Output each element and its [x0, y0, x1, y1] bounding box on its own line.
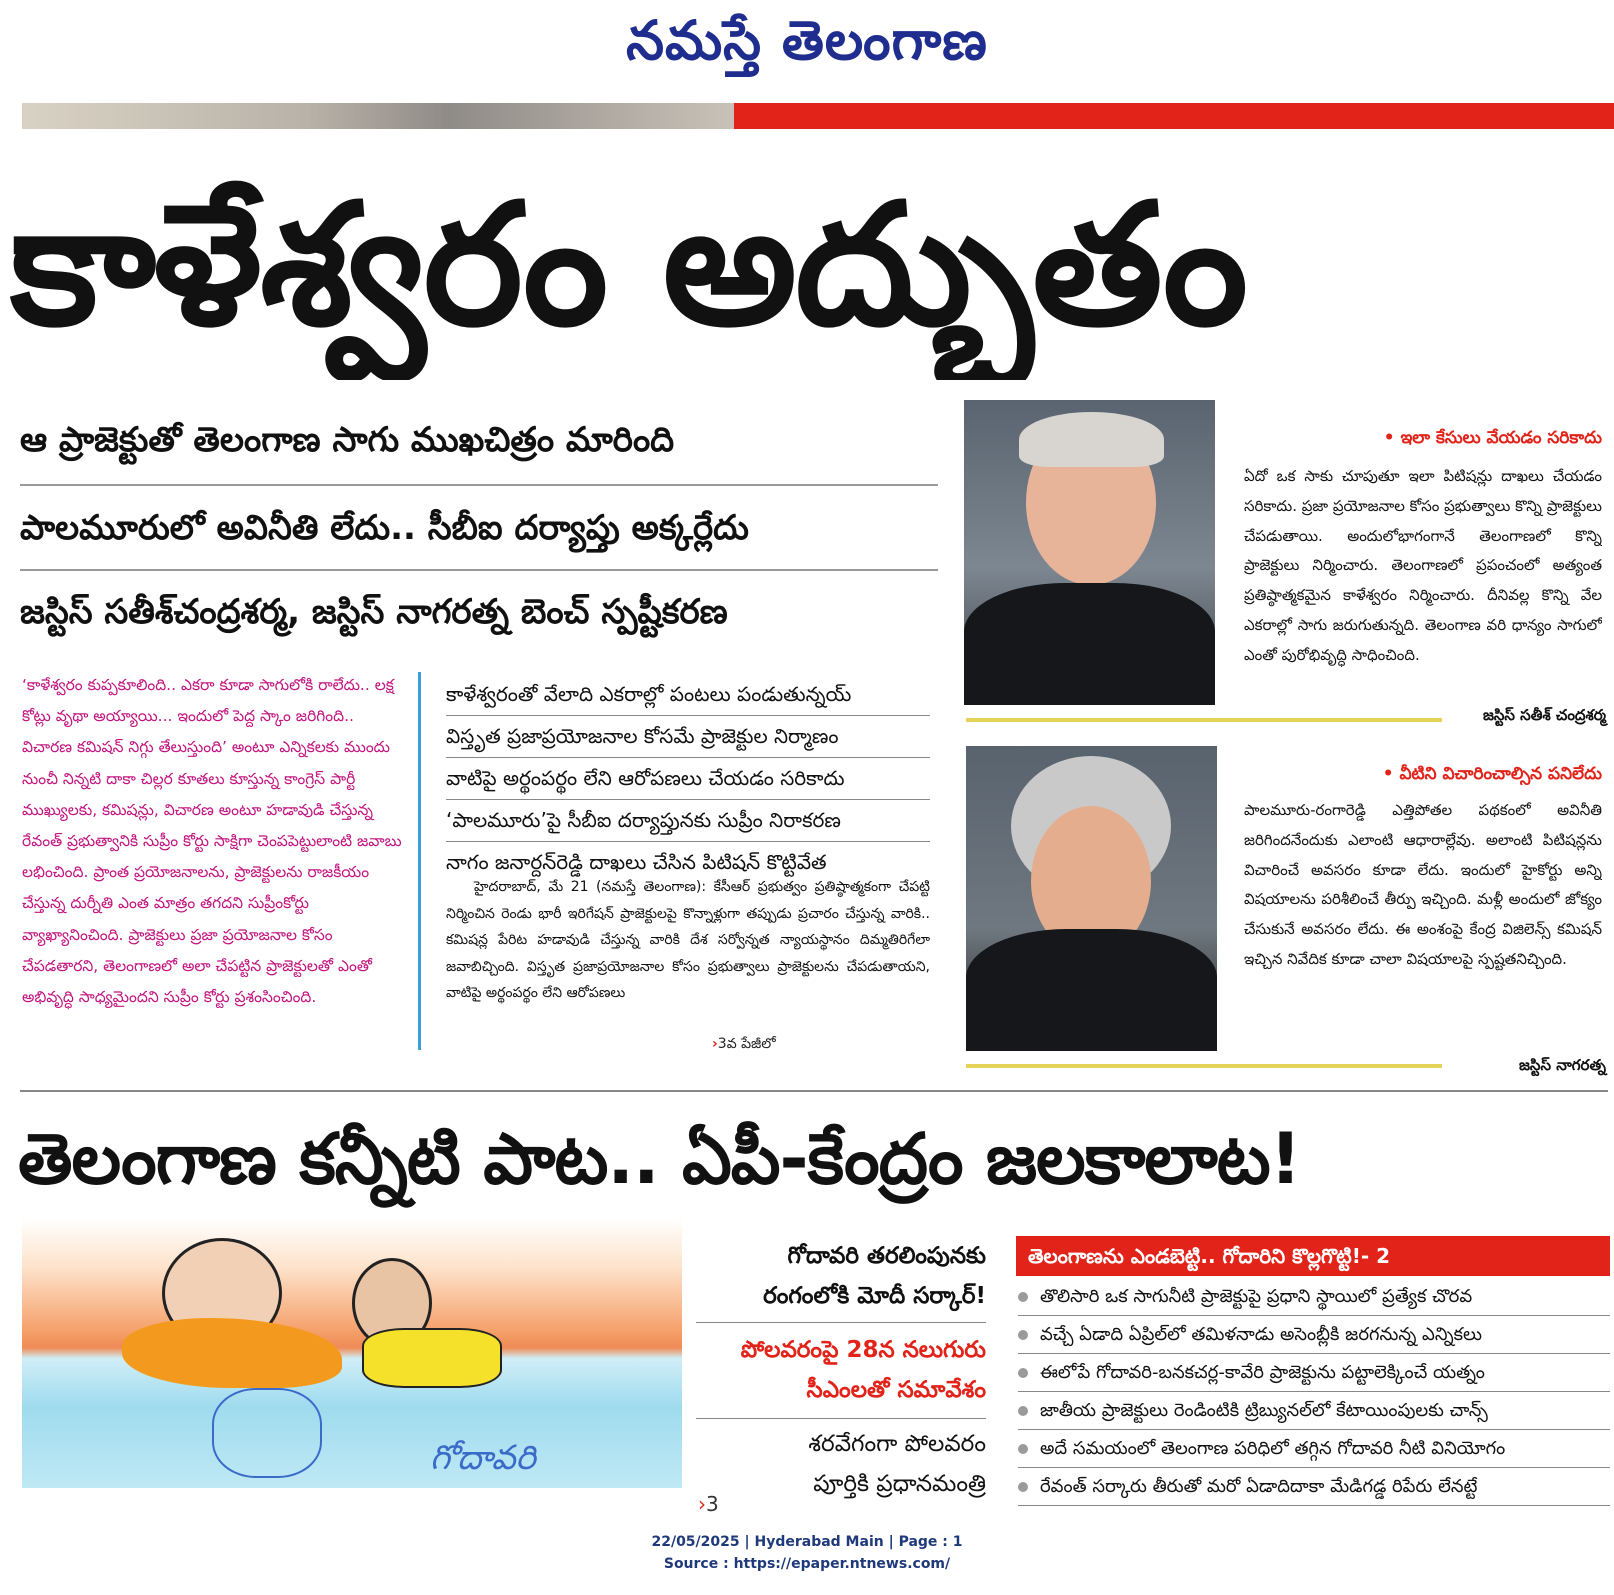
judge-photo-sharma	[964, 400, 1215, 705]
side-divider	[696, 1418, 986, 1419]
bullet-icon	[1018, 1444, 1028, 1454]
list-item-text: ఈలోపే గోదావరి-బనకచర్ల-కావేరి ప్రాజెక్టును పట్టాలెక్కించే యత్నం	[1040, 1362, 1485, 1383]
cartoon-shirt	[362, 1328, 502, 1388]
article-body: హైదరాబాద్, మే 21 (నమస్తే తెలంగాణ): కేసీఆర్ ప్రభుత్వం ప్రతిష్ఠాత్మకంగా చేపట్టి నిర్మించిన రెండు భారీ ఇరిగేషన్ ప్రాజెక్టులపై కొన్నాళ్లుగా తప్పుడు ప్రచారం చేస్తున్న వారికి.. కమిషన్ల పేరిట హడావుడి చేస్తున్న వారికి దేశ సర్వోన్నత న్యాయస్థానం దిమ్మతిరిగేలా జవాబిచ్చింది. విస్తృత ప్రజాప్రయోజనాల కోసం ప్రభుత్వాలు ప్రాజెక్టులను చేపడుతాయని, వాటిపై అర్థంపర్థం లేని ఆరోపణలు	[446, 879, 930, 1001]
list-item	[1018, 1280, 1610, 1316]
subhead-1: ఆ ప్రాజెక్టుతో తెలంగాణ సాగు ముఖచిత్రం మారింది	[20, 420, 675, 460]
list-item-text: వచ్చే ఏడాది ఏప్రిల్‌లో తమిళనాడు అసెంబ్లీకి జరగనున్న ఎన్నికలు	[1040, 1324, 1483, 1345]
quote-body: ఏదో ఒక సాకు చూపుతూ ఇలా పిటిషన్లు దాఖలు చేయడం సరికాదు. ప్రజా ప్రయోజనాల కోసం ప్రభుత్వాలు కొన్ని ప్రాజెక్టులు చేపడుతాయి. అందులోభాగంగానే తెలంగాణలో కొన్ని ప్రాజెక్టులు నిర్మించారు. తెలంగాణలో ప్రపంచంలో అత్యంత ప్రతిష్ఠాత్మకమైన కాళేశ్వరం నిర్మించారు. దీనివల్ల కొన్ని వేల ఎకరాల్లో సాగు జరుగుతున్నది. తెలంగాణ వరి ధాన్యం సాగులో ఎంతో పురోభివృద్ధి సాధించింది.	[1244, 467, 1602, 664]
source-link[interactable]: Source : https://epaper.ntnews.com/	[663, 1556, 951, 1572]
list-item	[1018, 1318, 1610, 1354]
masthead-logo: నమస్తే తెలంగాణ	[626, 8, 988, 72]
quote-heading: • వీటిని విచారించాల్సిన పనిలేదు	[1382, 764, 1602, 784]
editorial-cartoon	[22, 1218, 682, 1488]
robe	[964, 583, 1215, 705]
intro-paragraph: ‘కాళేశ్వరం కుప్పకూలింది.. ఎకరా కూడా సాగులోకి రాలేదు.. లక్ష కోట్లు వృథా అయ్యాయి... ఇందులో పెద్ద స్కాం జరిగింది.. విచారణ కమిషన్ నిగ్గు తేలుస్తుంది’ అంటూ ఎన్నికలకు ముందు నుంచీ నిన్నటి దాకా చిల్లర కూతలు కూస్తున్న కాంగ్రెస్ పార్టీ ముఖ్యులకు, కమిషన్లు, విచారణ అంటూ హడావుడి చేస్తున్న రేవంత్ ప్రభుత్వానికి సుప్రీం కోర్టు సాక్షిగా చెంపపెట్టులాంటి జవాబు లభించింది. ప్రాంత ప్రయోజనాలను, ప్రాజెక్టులను రాజకీయం చేస్తున్న దుర్నీతి ఎంత మాత్రం తగదని సుప్రీంకోర్టు వ్యాఖ్యానించింది. ప్రాజెక్టులు ప్రజా ప్రయోజనాల కోసం చేపడతారని, తెలంగాణలో అలా చేపట్టిన ప్రాజెక్టులతో ఎంతో అభివృద్ధి సాధ్యమైందని సుప్రీం కోర్టు ప్రశంసించింది.	[22, 676, 402, 1007]
side-headline-line: గోదావరి తరలింపునకు	[787, 1243, 986, 1269]
secondary-headline: తెలంగాణ కన్నీటి పాట.. ఏపీ-కేంద్రం జలకాలాట!	[18, 1118, 1301, 1200]
section-divider	[20, 1090, 1608, 1092]
bullet-icon	[1018, 1292, 1028, 1302]
list-item-text: అదే సమయంలో తెలంగాణ పరిధిలో తగ్గిన గోదావరి నీటి వినియోగం	[1040, 1438, 1506, 1459]
side-text-line: పూర్తికి ప్రధానమంత్రి	[813, 1471, 986, 1497]
highlight-point: విస్తృత ప్రజాప్రయోజనాల కోసమే ప్రాజెక్టుల నిర్మాణం	[446, 716, 930, 758]
list-item-text: రేవంత్ సర్కారు తీరుతో మరో ఏడాదిదాకా మేడిగడ్డ రిపేరు లేనట్టే	[1040, 1476, 1478, 1497]
list-item	[1018, 1394, 1610, 1430]
cartoon-page-number: 3	[706, 1492, 719, 1516]
edition-info: 22/05/2025 | Hyderabad Main | Page : 1	[651, 1534, 963, 1550]
robe	[966, 929, 1217, 1051]
cartoon-river-label: గోదావరి	[430, 1438, 536, 1478]
judge-photo-nagarathna	[966, 746, 1217, 1051]
subhead-2: పాలమూరులో అవినీతి లేదు.. సీబీఐ దర్యాప్తు అక్కర్లేదు	[20, 508, 749, 548]
highlight-point: ‘పాలమూరు’పై సీబీఐ దర్యాప్తునకు సుప్రీం నిరాకరణ	[446, 800, 930, 842]
subhead-divider	[20, 484, 938, 486]
highlight-point: కాళేశ్వరంతో వేలాది ఎకరాల్లో పంటలు పండుతున్నయ్	[446, 674, 930, 716]
bullet-icon	[1018, 1482, 1028, 1492]
highlight-point: నాగం జనార్దన్‌రెడ్డి దాఖలు చేసిన పిటిషన్ కొట్టివేత	[446, 850, 827, 874]
subhead-3: జస్టిస్ సతీశ్‌చంద్రశర్మ, జస్టిస్ నాగరత్న బెంచ్ స్పష్టీకరణ	[20, 592, 728, 632]
highlight-point: వాటిపై అర్థంపర్థం లేని ఆరోపణలు చేయడం సరికాదు	[446, 758, 930, 800]
list-item-text: జాతీయ ప్రాజెక్టులు రెండింటికి ట్రిబ్యునల్‌లో కేటాయింపులకు చాన్స్	[1040, 1400, 1488, 1421]
list-item	[1018, 1432, 1610, 1468]
continued-label: 3వ పేజీలో	[717, 1036, 776, 1052]
bullet-icon	[1018, 1330, 1028, 1340]
top-strip-banner	[734, 103, 1614, 129]
side-headline-red: సీఎంలతో సమావేశం	[806, 1377, 986, 1403]
list-item-text: తొలిసారి ఒక సాగునీటి ప్రాజెక్టుపై ప్రధాని స్థాయిలో ప్రత్యేక చొరవ	[1040, 1286, 1473, 1307]
side-divider	[696, 1322, 986, 1323]
cartoon-shawl	[122, 1318, 342, 1388]
quote-heading: • ఇలా కేసులు వేయడం సరికాదు	[1383, 428, 1602, 448]
bullet-icon	[1018, 1406, 1028, 1416]
continued-link[interactable]	[712, 1036, 776, 1055]
arrow-icon: ›	[698, 1492, 706, 1516]
main-headline: కాళేశ్వరం అద్భుతం	[10, 167, 1246, 363]
column-divider	[418, 672, 421, 1050]
cartoon-drowning-figure	[212, 1388, 322, 1478]
list-item	[1018, 1470, 1610, 1506]
quote-attribution: జస్టిస్ సతీశ్ చంద్రశర్మ	[1482, 706, 1606, 724]
bullet-icon	[1018, 1368, 1028, 1378]
top-strip-photo	[22, 103, 734, 129]
arrow-icon: ›	[712, 1036, 718, 1052]
side-headline-red: పోలవరంపై 28న నలుగురు	[740, 1337, 986, 1363]
side-text-line: శరవేగంగా పోలవరం	[808, 1431, 986, 1457]
side-headline-line: రంగంలోకి మోదీ సర్కార్!	[763, 1283, 986, 1309]
quote-attribution: జస్టిస్ నాగరత్న	[1518, 1056, 1606, 1074]
subhead-divider	[20, 569, 938, 571]
series-title-banner: తెలంగాణను ఎండబెట్టి.. గోదారిని కొల్లగొట్టి!- 2	[1016, 1236, 1610, 1276]
quote-body: పాలమూరు-రంగారెడ్డి ఎత్తిపోతల పథకంలో అవినీతి జరిగిందనేందుకు ఎలాంటి ఆధారాల్లేవు. అలాంటి పిటిషన్లను విచారించే అవసరం కూడా లేదు. ఇందులో హైకోర్టు అన్ని విషయాలను పరిశీలించే తీర్పు ఇచ్చింది. మళ్లీ అందులో జోక్యం చేసుకునే అవసరం లేదు. ఈ అంశంపై కేంద్ర విజిలెన్స్ కమిషన్ ఇచ్చిన నివేదిక కూడా చాలా విషయాలపై స్పష్టతనిచ్చింది.	[1244, 801, 1602, 968]
list-item	[1018, 1356, 1610, 1392]
